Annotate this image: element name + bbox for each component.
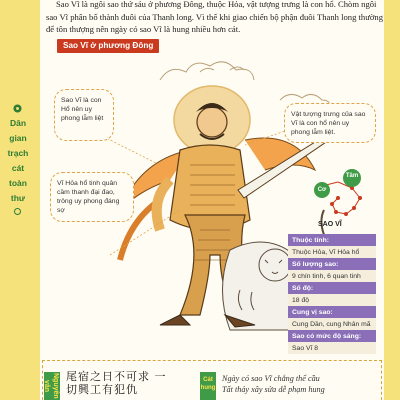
- constellation-name: SAO VĨ: [318, 221, 342, 228]
- info-label: Cung vị sao:: [288, 306, 376, 318]
- constellation-label-tam: Tâm: [345, 173, 359, 179]
- info-label: Số độ:: [288, 282, 376, 294]
- original-text-tag: Nguyên văn: [43, 373, 59, 399]
- info-value: 9 chín tinh, 6 quan tinh: [288, 270, 376, 282]
- section-title: Sao Vĩ ở phương Đông: [57, 39, 159, 53]
- intro-paragraph: Sao Vĩ là ngôi sao thứ sáu ở phương Đông, thuộc Hỏa, vật tượng trưng là con hổ. Chòm ngôi sao Vĩ phân bố thành đuôi của Thanh long. Vì thế khi giao chiến bộ phận đuôi Thanh long thường để tôn thượng nên ngày có sao Vĩ là hung nhiều hơn cát.: [46, 0, 383, 34]
- info-label: Thuộc tính:: [288, 234, 376, 246]
- vietnamese-verse: Ngày có sao Vĩ chẳng thể cầu Tất thảy xây sửa dễ phạm hung: [222, 374, 325, 394]
- callout-left-bottom: Vĩ Hỏa hổ tinh quân cầm thanh đại đao, trông uy phong đáng sợ: [50, 172, 134, 222]
- info-value: Cung Dần, cung Nhân mã: [288, 318, 376, 330]
- callout-right-top: Vật tượng trưng của sao Vĩ là con hổ nên uy phong lẫm liệt.: [284, 103, 376, 143]
- side-word: Dân: [9, 118, 27, 128]
- callout-left-top: Sao Vĩ là con Hổ nên uy phong lẫm liệt: [54, 89, 114, 141]
- constellation-label-co: Cơ: [317, 187, 327, 193]
- side-word: gian: [9, 133, 27, 143]
- fortune-tag: [200, 372, 216, 400]
- ring-icon: [14, 208, 21, 215]
- info-value: Sao Vĩ 8: [288, 342, 376, 354]
- flower-icon: [13, 104, 22, 113]
- chinese-verse: 尾宿之日不可求 一切興工有犯仇: [66, 370, 167, 396]
- fortune-tag-text: Cát hung: [200, 377, 216, 391]
- info-value: 18 độ: [288, 294, 376, 306]
- side-word: trạch: [7, 148, 29, 158]
- info-value: Thuộc Hỏa, Vĩ Hỏa hổ: [288, 246, 376, 258]
- side-word: cát: [11, 163, 25, 173]
- side-word: thư: [10, 193, 26, 203]
- constellation-diagram: [292, 168, 380, 222]
- info-panel: [288, 234, 376, 354]
- info-label: Sao có mức độ sáng:: [288, 330, 376, 342]
- info-label: Số lượng sao:: [288, 258, 376, 270]
- side-word: toàn: [9, 178, 27, 188]
